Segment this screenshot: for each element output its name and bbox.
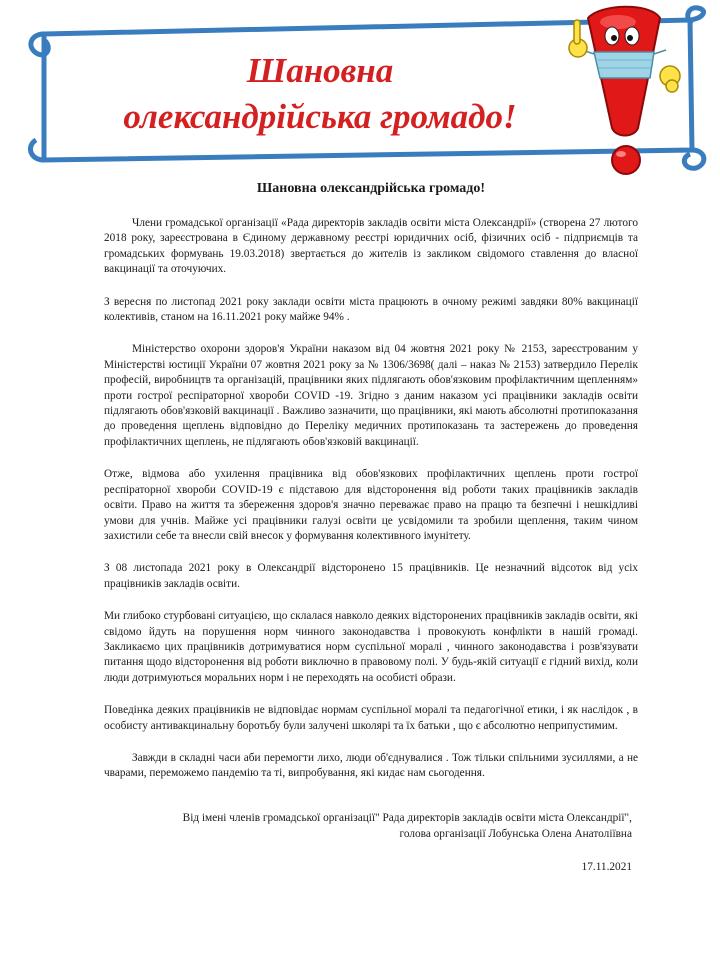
- paragraph: Міністерство охорони здоров'я України наказом від 04 жовтня 2021 року № 2153, зареєстрованим у Міністерстві юстиції України 07 жовтня 2021 року за № 1306/3698( далі – наказ № 2153) затвердило Перелік професій, виробництв та організацій, працівники яких підлягають обов'язковим профілактичним щепленням» проти гострої респіраторної хвороби COVID -19. Згідно з даним наказом усі працівники закладів освіти підлягають обов'язковій вакцинації . Важливо зазначити, що працівники, які мають абсолютні протипоказання до проведення щеплень відповідно до Переліку медичних протипоказань та застережень до проведення профілактичних щеплень, не підлягають обов'язковій вакцинації.: [104, 343, 638, 448]
- letter-document: [104, 180, 638, 875]
- paragraph: З 08 листопада 2021 року в Олександрії відсторонено 15 працівників. Це незначний відсоток від усіх працівників закладів освіти.: [104, 562, 638, 590]
- banner-heading-line2: олександрійська громадо!: [123, 97, 517, 136]
- document-title: Шановна олександрійська громадо!: [256, 181, 486, 196]
- document-date: 17.11.2021: [581, 860, 632, 873]
- paragraph: Поведінка деяких працівників не відповідає нормам суспільної моралі та педагогічної етики, і як наслідок , в особисту антивакцинальну боротьбу були залучені школярі та їх батьки , що є абсолютно неприпустимим.: [104, 704, 638, 732]
- paragraph: Завжди в складні часи аби перемогти лихо, люди об'єднувалися . Тож тільки спільними зусиллями, а не чварами, переможемо пандемію та ті, випробування, які кидає нам сьогодення.: [104, 751, 638, 780]
- banner-heading-line1: Шановна: [246, 51, 394, 90]
- signature-organization: Від імені членів громадської організації" Рада директорів закладів освіти міста Олександрії",: [182, 811, 632, 824]
- paragraph: Ми глибоко стурбовані ситуацією, що склалася навколо деяких відсторонених працівників закладів освіти, які свідомо йдуть на порушення норм чинного законодавства і провокують конфлікти в нашій громаді. Закликаємо цих працівників дотримуватися норм суспільної моралі , чинного законодавства і розв'язувати питання щодо відсторонення від роботи виключно в правовому полі. У будь-якій ситуації є гідний вихід, коли люди дотримуються моральних норм і не переходять на особисті образи.: [104, 610, 638, 684]
- paragraph: Отже, відмова або ухилення працівника від обов'язкових профілактичних щеплень проти гострої респіраторної хвороби COVID-19 є підставою для відсторонення від роботи таких працівників закладів освіти. Право на життя та збереження здоров'я значно переважає право на працю та безпечні і нешкідливі умови для учнів. Майже усі працівники галузі освіти це усвідомили та зробили щеплення, таким чином захистили себе та внесли свій внесок у формування колективного імунітету.: [104, 468, 638, 542]
- header-banner: [0, 0, 720, 180]
- exclamation-mascot-with-mask-icon: [560, 0, 690, 180]
- signature-block: [104, 810, 638, 842]
- signature-name: голова організації Лобунська Олена Анатоліївна: [399, 827, 632, 840]
- banner-heading: [60, 48, 580, 140]
- paragraph: З вересня по листопад 2021 року заклади освіти міста працюють в очному режимі завдяки 80% вакцинації колективів, станом на 16.11.2021 року майже 94% .: [104, 295, 638, 324]
- paragraph: Члени громадської організації «Рада директорів закладів освіти міста Олександрії» (створена 27 лютого 2018 року, зареєстрована в Єдиному державному реєстрі юридичних осіб, фізичних осіб - підприємців та громадських формувань 19.03.2018) звертається до жителів із закликом свідомого ставлення до власної вакцинації та оточуючих.: [104, 217, 638, 276]
